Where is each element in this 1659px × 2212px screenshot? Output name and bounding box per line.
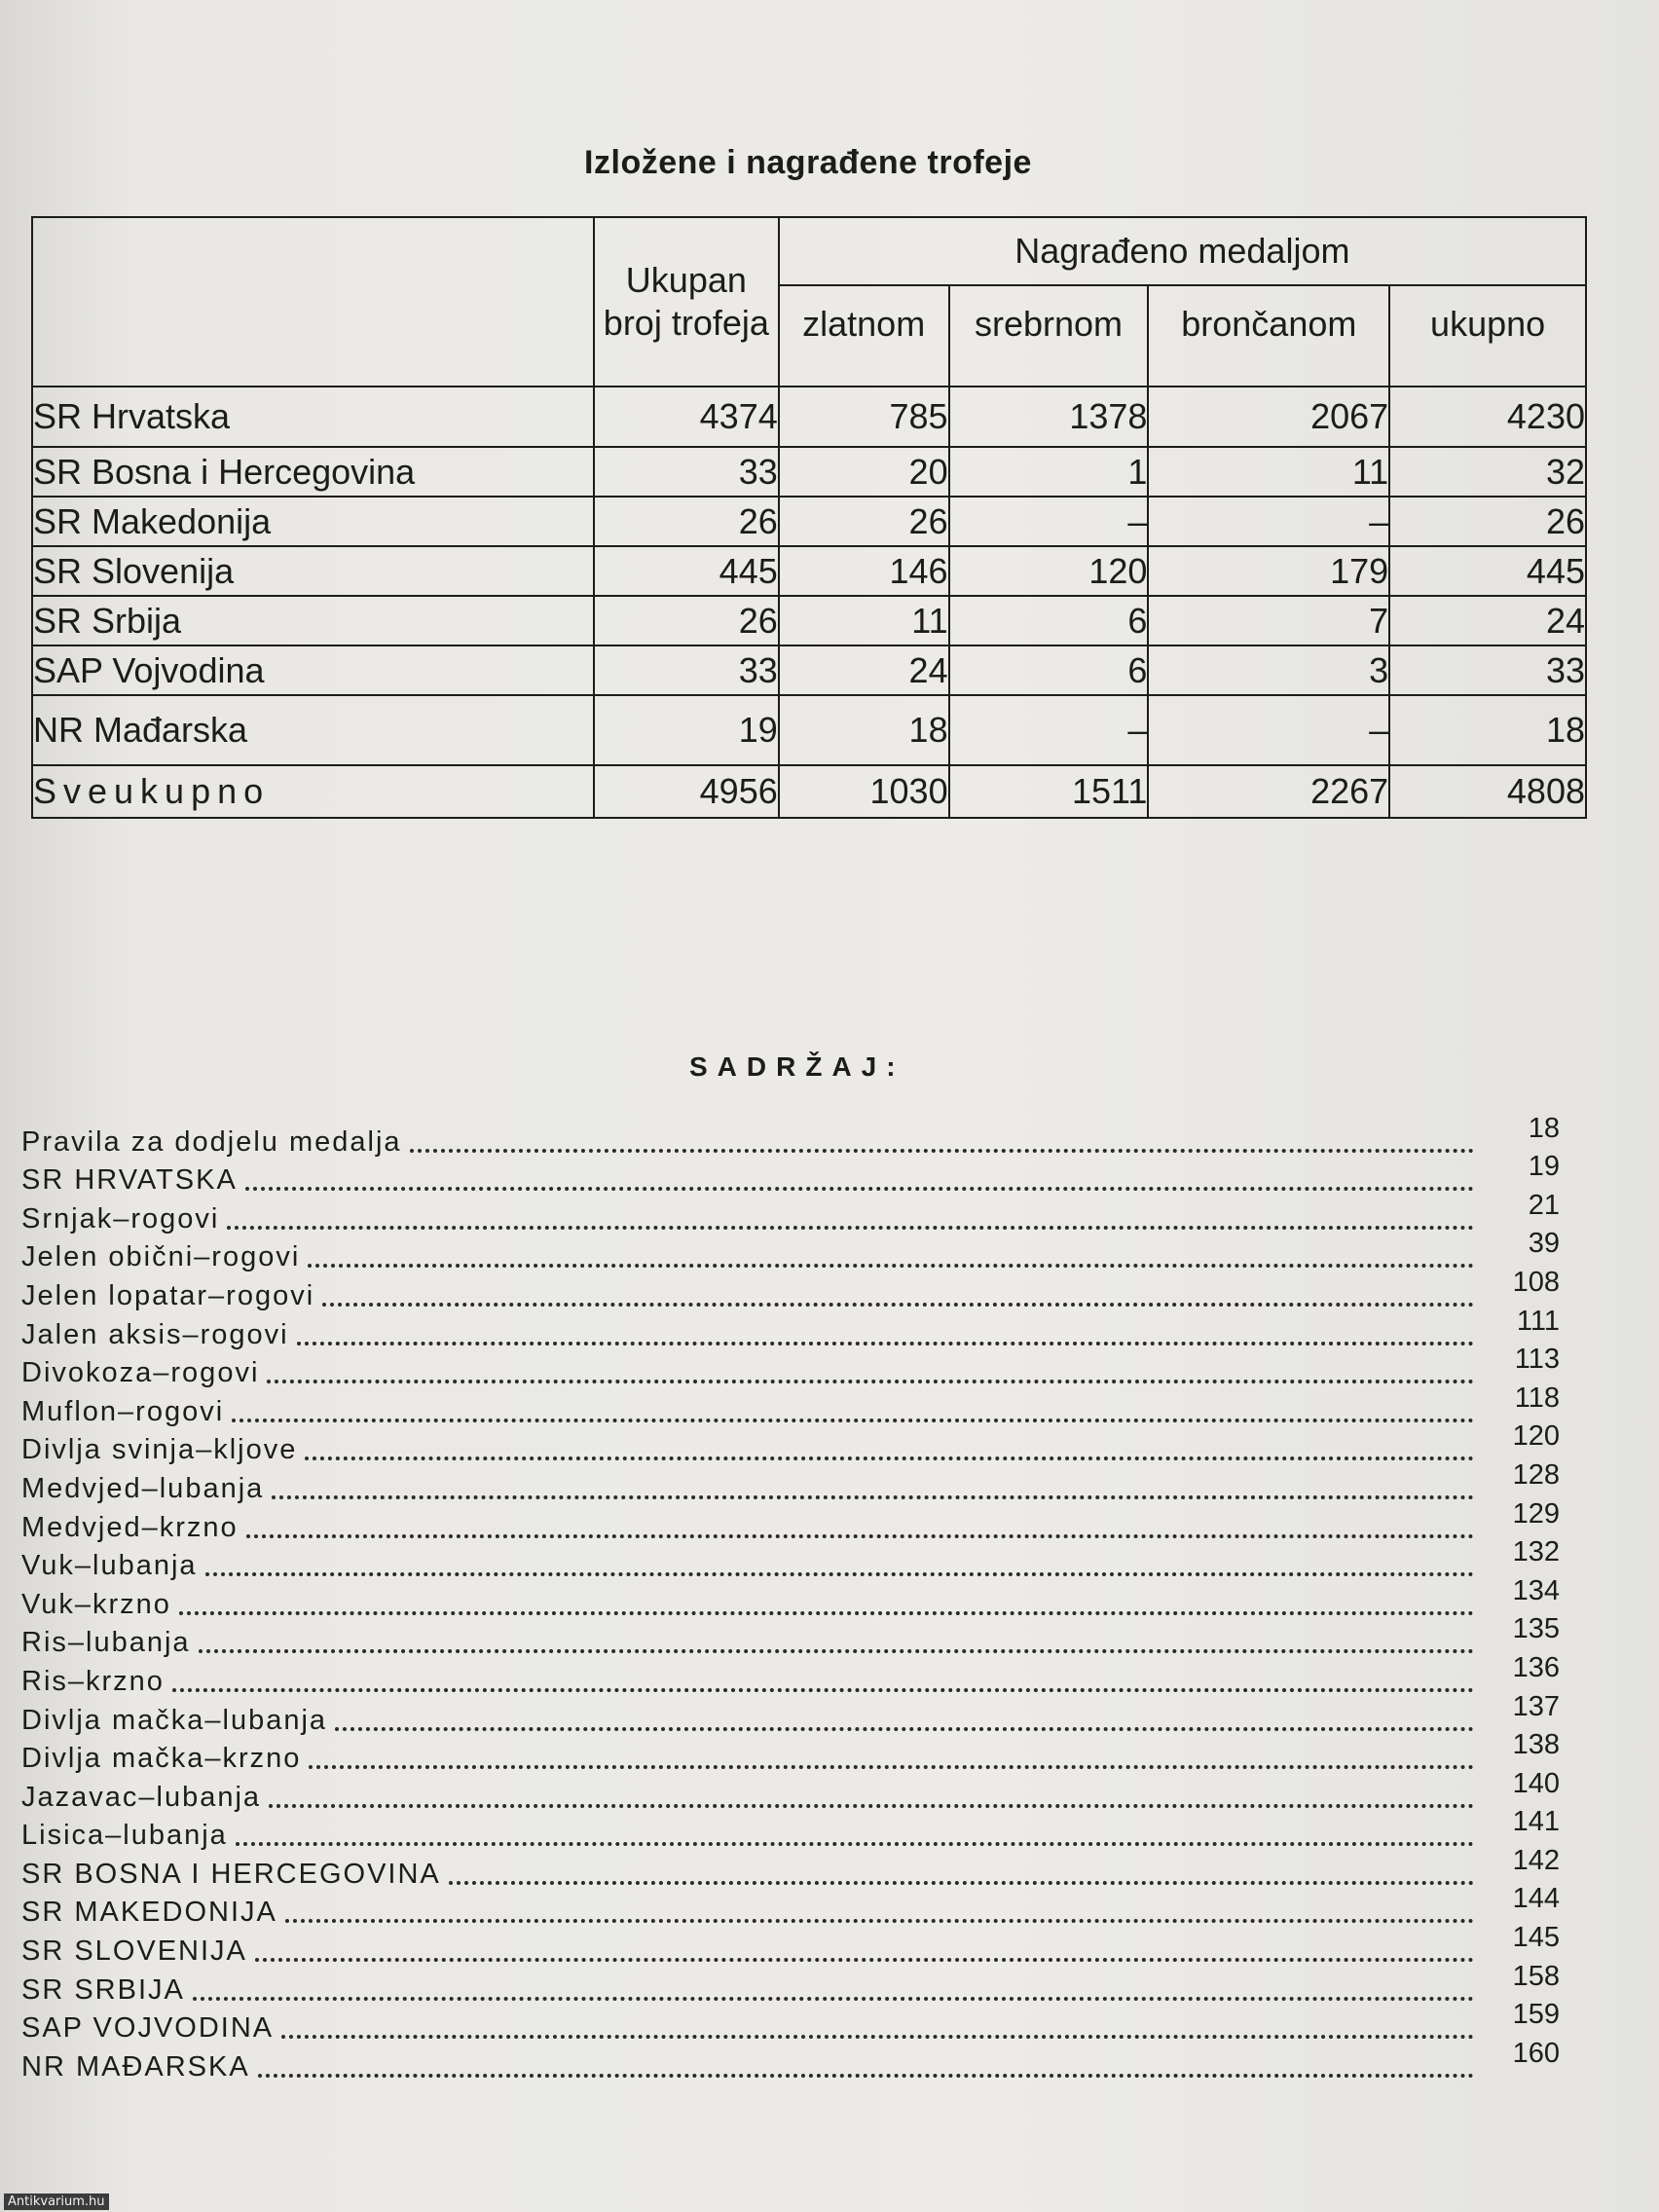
watermark: Antikvarium.hu <box>4 2194 109 2210</box>
toc-item-page: 140 <box>1512 1767 1560 1799</box>
toc-item <box>21 1112 1560 1159</box>
toc-item <box>21 1806 1560 1853</box>
toc-item <box>21 1189 1560 1235</box>
toc-item-label: Ris–lubanja <box>21 1627 191 1659</box>
table-row <box>32 387 1586 447</box>
cell-total: 33 <box>594 447 779 497</box>
cell-region: SR Makedonija <box>32 497 594 546</box>
toc-item-label: Muflon–rogovi <box>21 1395 225 1427</box>
toc-item-page: 159 <box>1512 1999 1560 2031</box>
cell-silver: 120 <box>949 546 1149 596</box>
toc-item <box>21 1536 1560 1583</box>
cell-bronze: – <box>1148 497 1389 546</box>
toc-item <box>21 1305 1560 1351</box>
toc-item <box>21 1922 1560 1968</box>
toc-item <box>21 1960 1560 2007</box>
totals-total: 4956 <box>594 765 779 818</box>
toc-item <box>21 1690 1560 1737</box>
toc-leader-dots <box>285 1919 1474 1923</box>
toc-leader-dots <box>335 1727 1474 1731</box>
toc-item-page: 132 <box>1512 1536 1560 1568</box>
toc-item <box>21 1228 1560 1274</box>
toc-item-label: NR MAĐARSKA <box>21 2050 250 2083</box>
cell-sum: 4230 <box>1389 387 1586 447</box>
cell-gold: 24 <box>779 645 949 695</box>
cell-silver: – <box>949 497 1149 546</box>
toc-item-page: 128 <box>1512 1458 1560 1491</box>
toc-item-label: Jalen aksis–rogovi <box>21 1318 289 1350</box>
toc-item <box>21 1844 1560 1891</box>
toc-item-label: Lisica–lubanja <box>21 1820 228 1852</box>
toc-leader-dots <box>297 1342 1474 1346</box>
toc-item-label: SR BOSNA I HERCEGOVINA <box>21 1858 441 1890</box>
toc-item-page: 144 <box>1512 1883 1560 1915</box>
toc-item-label: Ris–krzno <box>21 1665 165 1697</box>
toc-item-page: 39 <box>1528 1228 1560 1260</box>
toc-item-label: Divokoza–rogovi <box>21 1357 260 1389</box>
toc-item-label: Divlja svinja–kljove <box>21 1434 298 1466</box>
table-row <box>32 596 1586 645</box>
header-silver: srebrnom <box>949 285 1149 387</box>
page-title: Izložene i nagrađene trofeje <box>584 144 1032 181</box>
header-bronze: brončanom <box>1148 285 1389 387</box>
toc-leader-dots <box>179 1611 1474 1615</box>
toc-item <box>21 1651 1560 1698</box>
cell-region: SR Bosna i Hercegovina <box>32 447 594 497</box>
toc-item <box>21 1999 1560 2046</box>
toc-item <box>21 2037 1560 2083</box>
toc-leader-dots <box>258 2074 1474 2078</box>
toc-item-label: Divlja mačka–lubanja <box>21 1704 328 1736</box>
table-row <box>32 447 1586 497</box>
cell-sum: 26 <box>1389 497 1586 546</box>
trophy-table <box>31 216 1587 819</box>
cell-sum: 445 <box>1389 546 1586 596</box>
toc-item-label: SR SLOVENIJA <box>21 1936 247 1968</box>
toc-item-page: 19 <box>1528 1151 1560 1183</box>
toc-item-page: 111 <box>1516 1305 1560 1337</box>
toc-item-label: SR MAKEDONIJA <box>21 1897 277 1929</box>
toc-item-page: 18 <box>1528 1112 1560 1144</box>
toc-item <box>21 1497 1560 1544</box>
toc-leader-dots <box>322 1303 1474 1307</box>
cell-gold: 26 <box>779 497 949 546</box>
toc-item-label: Srnjak–rogovi <box>21 1202 220 1235</box>
totals-label: Sveukupno <box>32 765 594 818</box>
toc-item <box>21 1767 1560 1814</box>
cell-silver: 1378 <box>949 387 1149 447</box>
cell-region: NR Mađarska <box>32 695 594 765</box>
toc-item-page: 136 <box>1512 1651 1560 1683</box>
toc-item-label: SAP VOJVODINA <box>21 2012 275 2045</box>
table-row <box>32 497 1586 546</box>
cell-sum: 33 <box>1389 645 1586 695</box>
toc-item-page: 129 <box>1512 1497 1560 1530</box>
cell-total: 33 <box>594 645 779 695</box>
toc-title: SADRŽAJ: <box>689 1051 905 1082</box>
toc-leader-dots <box>227 1226 1474 1230</box>
toc-item-page: 134 <box>1512 1574 1560 1606</box>
toc-item <box>21 1458 1560 1505</box>
toc-item-label: SR SRBIJA <box>21 1973 185 2006</box>
table-row <box>32 546 1586 596</box>
cell-bronze: 3 <box>1148 645 1389 695</box>
table-row <box>32 645 1586 695</box>
toc-leader-dots <box>305 1456 1474 1460</box>
toc-item-page: 120 <box>1512 1420 1560 1453</box>
toc-item-page: 160 <box>1512 2037 1560 2069</box>
toc-item-label: Jelen obični–rogovi <box>21 1241 301 1273</box>
toc-leader-dots <box>449 1881 1474 1885</box>
toc-leader-dots <box>410 1149 1474 1153</box>
toc-item-label: SR HRVATSKA <box>21 1164 238 1197</box>
totals-bronze: 2267 <box>1148 765 1389 818</box>
cell-silver: 6 <box>949 645 1149 695</box>
toc-item <box>21 1613 1560 1660</box>
toc-item-page: 108 <box>1512 1266 1560 1298</box>
cell-region: SR Srbija <box>32 596 594 645</box>
cell-total: 4374 <box>594 387 779 447</box>
table-of-contents <box>21 1112 1560 2083</box>
toc-item-page: 158 <box>1512 1960 1560 1992</box>
toc-leader-dots <box>245 1187 1474 1191</box>
table-row <box>32 695 1586 765</box>
cell-silver: 1 <box>949 447 1149 497</box>
cell-bronze: 7 <box>1148 596 1389 645</box>
toc-item <box>21 1151 1560 1198</box>
toc-leader-dots <box>232 1419 1474 1422</box>
cell-gold: 146 <box>779 546 949 596</box>
cell-silver: 6 <box>949 596 1149 645</box>
toc-item-page: 138 <box>1512 1729 1560 1761</box>
totals-row <box>32 765 1586 818</box>
toc-leader-dots <box>255 1958 1474 1962</box>
toc-leader-dots <box>272 1495 1474 1499</box>
toc-item-page: 141 <box>1512 1806 1560 1838</box>
toc-leader-dots <box>193 1997 1474 2001</box>
cell-total: 445 <box>594 546 779 596</box>
toc-item-page: 135 <box>1512 1613 1560 1645</box>
toc-leader-dots <box>281 2035 1474 2039</box>
toc-leader-dots <box>309 1765 1474 1769</box>
toc-leader-dots <box>246 1534 1474 1538</box>
toc-item-page: 137 <box>1512 1690 1560 1722</box>
toc-leader-dots <box>236 1842 1474 1846</box>
toc-leader-dots <box>267 1380 1474 1383</box>
toc-item <box>21 1729 1560 1776</box>
cell-silver: – <box>949 695 1149 765</box>
toc-item-page: 113 <box>1514 1344 1560 1376</box>
toc-leader-dots <box>308 1264 1474 1268</box>
header-gold: zlatnom <box>779 285 949 387</box>
cell-total: 19 <box>594 695 779 765</box>
toc-item <box>21 1382 1560 1428</box>
toc-item <box>21 1883 1560 1930</box>
cell-region: SR Slovenija <box>32 546 594 596</box>
toc-item-label: Vuk–krzno <box>21 1588 171 1620</box>
cell-total: 26 <box>594 596 779 645</box>
cell-bronze: 11 <box>1148 447 1389 497</box>
toc-item <box>21 1266 1560 1312</box>
toc-leader-dots <box>205 1572 1474 1576</box>
toc-item-page: 21 <box>1528 1189 1560 1221</box>
table-body <box>32 387 1586 765</box>
cell-region: SR Hrvatska <box>32 387 594 447</box>
cell-sum: 32 <box>1389 447 1586 497</box>
toc-item <box>21 1574 1560 1621</box>
toc-leader-dots <box>172 1688 1474 1692</box>
totals-gold: 1030 <box>779 765 949 818</box>
toc-leader-dots <box>269 1804 1474 1808</box>
cell-region: SAP Vojvodina <box>32 645 594 695</box>
toc-item-page: 142 <box>1512 1844 1560 1876</box>
cell-bronze: 179 <box>1148 546 1389 596</box>
toc-item-label: Divlja mačka–krzno <box>21 1743 302 1775</box>
cell-sum: 24 <box>1389 596 1586 645</box>
header-total-trophies: Ukupan broj trofeja <box>594 217 779 387</box>
toc-item <box>21 1344 1560 1390</box>
cell-sum: 18 <box>1389 695 1586 765</box>
toc-item-label: Vuk–lubanja <box>21 1550 198 1582</box>
totals-silver: 1511 <box>949 765 1149 818</box>
cell-bronze: – <box>1148 695 1389 765</box>
toc-item <box>21 1420 1560 1467</box>
toc-item-page: 145 <box>1512 1922 1560 1954</box>
cell-gold: 11 <box>779 596 949 645</box>
header-medal-group: Nagrađeno medaljom <box>779 217 1586 285</box>
header-blank <box>32 217 594 387</box>
toc-item-label: Pravila za dodjelu medalja <box>21 1125 402 1158</box>
totals-sum: 4808 <box>1389 765 1586 818</box>
toc-item-label: Medvjed–lubanja <box>21 1472 265 1504</box>
toc-leader-dots <box>199 1649 1474 1653</box>
cell-gold: 18 <box>779 695 949 765</box>
cell-total: 26 <box>594 497 779 546</box>
header-sum: ukupno <box>1389 285 1586 387</box>
toc-item-label: Jelen lopatar–rogovi <box>21 1279 315 1311</box>
cell-gold: 20 <box>779 447 949 497</box>
toc-item-label: Jazavac–lubanja <box>21 1781 262 1813</box>
toc-item-label: Medvjed–krzno <box>21 1511 239 1543</box>
cell-gold: 785 <box>779 387 949 447</box>
toc-item-page: 118 <box>1514 1382 1560 1414</box>
cell-bronze: 2067 <box>1148 387 1389 447</box>
